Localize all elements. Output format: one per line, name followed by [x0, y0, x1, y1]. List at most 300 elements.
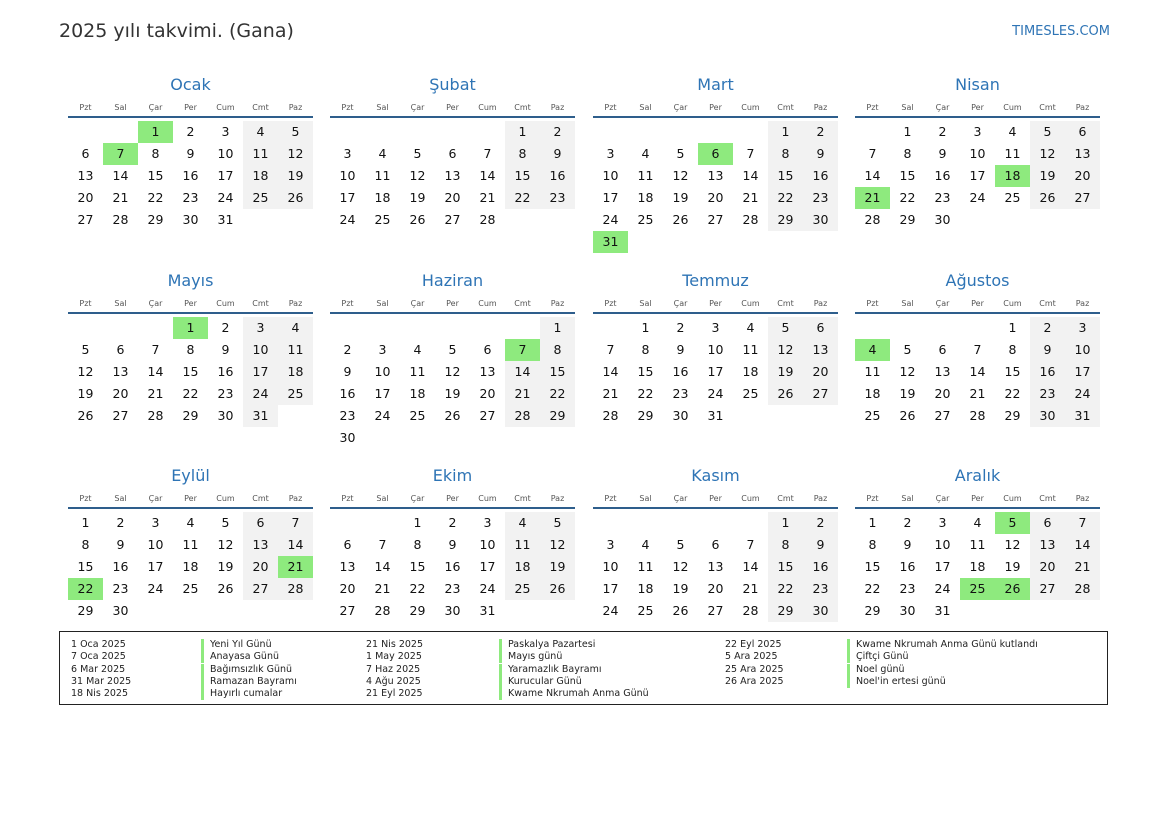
site-link[interactable]: TIMESLES.COM [1012, 24, 1110, 39]
day-cell: 7 [606, 342, 615, 357]
empty-day-cell [400, 121, 435, 143]
month-name: Temmuz [682, 271, 749, 290]
empty-day-cell [855, 121, 890, 143]
day-cell: 1 [641, 320, 650, 335]
day-cell: 16 [934, 168, 951, 183]
day-cell: 30 [672, 408, 689, 423]
day-cell: 10 [602, 168, 619, 183]
day-cell: 22 [409, 581, 426, 596]
day-cell: 25 [278, 383, 313, 405]
day-cell: 20 [803, 361, 838, 383]
day-cell: 7 [278, 512, 313, 534]
weekday-label: Sal [114, 103, 127, 112]
day-cell: 5 [278, 121, 313, 143]
day-cell: 26 [1030, 187, 1065, 209]
empty-day-cell [628, 231, 663, 253]
day-cell: 21 [1065, 556, 1100, 578]
weekday-label: Çar [410, 494, 425, 503]
legend-holiday-name: Yaramazlık Bayramı [499, 664, 602, 676]
weekday-label: Paz [813, 299, 828, 308]
month-name: Ekim [432, 466, 473, 485]
day-cell: 30 [899, 603, 916, 618]
day-cell: 4 [505, 512, 540, 534]
day-cell: 21 [374, 581, 391, 596]
empty-day-cell [733, 121, 768, 143]
day-cell: 10 [339, 168, 356, 183]
holiday-day-cell: 4 [855, 339, 890, 361]
legend-date: 1 Oca 2025 [71, 639, 126, 650]
weekday-label: Çar [410, 103, 425, 112]
day-cell: 26 [409, 212, 426, 227]
day-cell: 6 [938, 342, 947, 357]
day-grid [330, 121, 575, 231]
day-cell: 2 [343, 342, 352, 357]
weekday-label: Pzt [604, 299, 617, 308]
day-cell: 5 [676, 146, 685, 161]
day-cell: 19 [899, 386, 916, 401]
day-cell: 3 [973, 124, 982, 139]
day-cell: 31 [707, 408, 724, 423]
day-cell: 17 [969, 168, 986, 183]
day-cell: 15 [864, 559, 881, 574]
day-cell: 24 [374, 408, 391, 423]
day-cell: 19 [278, 165, 313, 187]
weekday-label: Çar [148, 103, 163, 112]
day-cell: 17 [707, 364, 724, 379]
weekday-label: Per [709, 299, 722, 308]
day-cell: 10 [1065, 339, 1100, 361]
legend-holiday-name: Ramazan Bayramı [201, 676, 297, 688]
day-cell: 17 [479, 559, 496, 574]
day-grid [593, 317, 838, 427]
weekday-label: Per [709, 494, 722, 503]
day-cell: 2 [676, 320, 685, 335]
day-cell: 25 [637, 212, 654, 227]
empty-day-cell [768, 405, 803, 427]
weekday-label: Sal [114, 494, 127, 503]
holiday-day-cell: 21 [278, 556, 313, 578]
weekday-label: Cum [741, 494, 760, 503]
day-cell: 25 [1004, 190, 1021, 205]
legend-holiday-name: Hayırlı cumalar [201, 688, 282, 700]
weekday-label: Cmt [514, 299, 531, 308]
month-name: Mayıs [167, 271, 214, 290]
day-cell: 12 [768, 339, 803, 361]
day-cell: 8 [540, 339, 575, 361]
day-cell: 8 [81, 537, 90, 552]
empty-day-cell [960, 317, 995, 339]
weekday-label: Pzt [341, 494, 354, 503]
day-cell: 29 [409, 603, 426, 618]
empty-day-cell [1065, 600, 1100, 622]
day-cell: 27 [339, 603, 356, 618]
day-cell: 20 [707, 581, 724, 596]
day-cell: 30 [217, 408, 234, 423]
day-cell: 10 [479, 537, 496, 552]
weekday-label: Çar [148, 494, 163, 503]
weekday-label: Paz [288, 103, 303, 112]
day-cell: 19 [540, 556, 575, 578]
day-cell: 28 [505, 405, 540, 427]
empty-day-cell [698, 231, 733, 253]
holiday-legend [59, 631, 1108, 705]
empty-day-cell [733, 231, 768, 253]
day-cell: 11 [742, 342, 759, 357]
day-cell: 20 [77, 190, 94, 205]
weekday-header [68, 491, 313, 509]
weekday-label: Per [446, 494, 459, 503]
day-cell: 15 [637, 364, 654, 379]
weekday-label: Paz [1075, 494, 1090, 503]
day-cell: 4 [973, 515, 982, 530]
day-cell: 8 [186, 342, 195, 357]
day-cell: 4 [413, 342, 422, 357]
day-cell: 14 [374, 559, 391, 574]
day-cell: 18 [182, 559, 199, 574]
holiday-day-cell: 6 [698, 143, 733, 165]
day-cell: 3 [606, 537, 615, 552]
empty-day-cell [278, 209, 313, 231]
day-cell: 21 [147, 386, 164, 401]
weekday-label: Çar [673, 299, 688, 308]
day-cell: 29 [77, 603, 94, 618]
day-cell: 25 [864, 408, 881, 423]
day-cell: 27 [77, 212, 94, 227]
day-cell: 24 [339, 212, 356, 227]
day-cell: 22 [182, 386, 199, 401]
weekday-label: Sal [376, 299, 389, 308]
day-cell: 6 [803, 317, 838, 339]
day-cell: 5 [221, 515, 230, 530]
empty-day-cell [103, 121, 138, 143]
legend-holiday-name: Çiftçi Günü [847, 651, 908, 663]
legend-date: 4 Ağu 2025 [366, 675, 421, 687]
day-cell: 14 [479, 168, 496, 183]
empty-day-cell [138, 317, 173, 339]
day-cell: 29 [147, 212, 164, 227]
day-cell: 29 [1004, 408, 1021, 423]
page-title: 2025 yılı takvimi. (Gana) [59, 20, 294, 42]
day-cell: 26 [77, 408, 94, 423]
weekday-label: Cmt [252, 494, 269, 503]
empty-day-cell [890, 317, 925, 339]
day-cell: 1 [413, 515, 422, 530]
weekday-header [593, 100, 838, 118]
day-cell: 26 [217, 581, 234, 596]
month-name: Şubat [429, 75, 476, 94]
weekday-label: Çar [935, 494, 950, 503]
day-cell: 16 [803, 165, 838, 187]
day-cell: 26 [672, 603, 689, 618]
empty-day-cell [768, 231, 803, 253]
weekday-label: Pzt [866, 299, 879, 308]
day-cell: 20 [934, 386, 951, 401]
day-cell: 7 [483, 146, 492, 161]
weekday-header [855, 296, 1100, 314]
day-cell: 13 [803, 339, 838, 361]
weekday-label: Cum [1003, 299, 1022, 308]
day-cell: 4 [278, 317, 313, 339]
weekday-label: Cum [1003, 103, 1022, 112]
day-cell: 29 [540, 405, 575, 427]
day-cell: 12 [1030, 143, 1065, 165]
day-cell: 20 [479, 386, 496, 401]
holiday-day-cell: 26 [995, 578, 1030, 600]
weekday-label: Cum [741, 299, 760, 308]
empty-day-cell [803, 231, 838, 253]
empty-day-cell [540, 427, 575, 449]
day-cell: 18 [969, 559, 986, 574]
day-cell: 8 [768, 534, 803, 556]
weekday-label: Cmt [252, 103, 269, 112]
day-cell: 8 [768, 143, 803, 165]
day-cell: 5 [81, 342, 90, 357]
weekday-label: Paz [288, 494, 303, 503]
day-cell: 5 [448, 342, 457, 357]
day-cell: 23 [1030, 383, 1065, 405]
day-cell: 24 [969, 190, 986, 205]
day-cell: 14 [147, 364, 164, 379]
day-cell: 31 [217, 212, 234, 227]
day-cell: 6 [1030, 512, 1065, 534]
legend-holiday-name: Kwame Nkrumah Anma Günü kutlandı [847, 639, 1038, 651]
day-cell: 2 [1030, 317, 1065, 339]
weekday-label: Pzt [866, 103, 879, 112]
month-7 [593, 266, 838, 427]
empty-day-cell [733, 512, 768, 534]
day-cell: 29 [182, 408, 199, 423]
day-cell: 11 [637, 559, 654, 574]
day-cell: 27 [479, 408, 496, 423]
day-cell: 30 [339, 430, 356, 445]
day-cell: 7 [973, 342, 982, 357]
day-cell: 14 [112, 168, 129, 183]
day-cell: 4 [641, 537, 650, 552]
day-cell: 15 [505, 165, 540, 187]
holiday-day-cell: 21 [855, 187, 890, 209]
day-cell: 19 [1030, 165, 1065, 187]
day-cell: 2 [903, 515, 912, 530]
day-cell: 2 [448, 515, 457, 530]
legend-date: 31 Mar 2025 [71, 675, 132, 687]
day-grid [68, 121, 313, 231]
day-cell: 18 [864, 386, 881, 401]
day-cell: 30 [444, 603, 461, 618]
day-cell: 15 [540, 361, 575, 383]
day-cell: 24 [602, 212, 619, 227]
day-cell: 19 [672, 581, 689, 596]
empty-day-cell [1065, 209, 1100, 231]
day-cell: 16 [1030, 361, 1065, 383]
month-5 [68, 266, 313, 427]
day-cell: 7 [378, 537, 387, 552]
weekday-header [330, 100, 575, 118]
day-cell: 25 [409, 408, 426, 423]
day-cell: 12 [540, 534, 575, 556]
day-cell: 18 [278, 361, 313, 383]
month-8 [855, 266, 1100, 427]
day-cell: 4 [641, 146, 650, 161]
weekday-label: Cum [478, 103, 497, 112]
month-name: Aralık [954, 466, 1001, 485]
day-cell: 18 [374, 190, 391, 205]
day-cell: 13 [479, 364, 496, 379]
day-cell: 27 [934, 408, 951, 423]
day-cell: 21 [742, 581, 759, 596]
legend-holiday-name: Kurucular Günü [499, 676, 582, 688]
weekday-label: Sal [901, 494, 914, 503]
day-cell: 3 [151, 515, 160, 530]
day-cell: 11 [969, 537, 986, 552]
day-cell: 12 [409, 168, 426, 183]
day-cell: 13 [339, 559, 356, 574]
day-cell: 21 [505, 383, 540, 405]
empty-day-cell [803, 405, 838, 427]
day-cell: 23 [182, 190, 199, 205]
month-name: Haziran [421, 271, 484, 290]
day-cell: 21 [742, 190, 759, 205]
day-cell: 30 [182, 212, 199, 227]
empty-day-cell [995, 209, 1030, 231]
weekday-label: Per [971, 103, 984, 112]
month-9 [68, 461, 313, 622]
day-cell: 7 [746, 146, 755, 161]
weekday-label: Per [971, 494, 984, 503]
day-cell: 5 [1030, 121, 1065, 143]
weekday-label: Paz [550, 299, 565, 308]
day-cell: 28 [742, 603, 759, 618]
month-name: Ağustos [945, 271, 1010, 290]
empty-day-cell [400, 427, 435, 449]
day-cell: 13 [707, 559, 724, 574]
empty-day-cell [278, 600, 313, 622]
day-cell: 9 [803, 143, 838, 165]
empty-day-cell [663, 512, 698, 534]
day-grid [68, 512, 313, 622]
weekday-label: Sal [376, 103, 389, 112]
weekday-header [68, 296, 313, 314]
day-cell: 23 [444, 581, 461, 596]
legend-holiday-name: Noel'in ertesi günü [847, 676, 946, 688]
day-cell: 22 [147, 190, 164, 205]
legend-holiday-name: Yeni Yıl Günü [201, 639, 272, 651]
day-cell: 15 [1004, 364, 1021, 379]
day-cell: 29 [864, 603, 881, 618]
day-cell: 2 [221, 320, 230, 335]
day-grid [593, 512, 838, 622]
month-12 [855, 461, 1100, 622]
day-cell: 10 [374, 364, 391, 379]
day-cell: 26 [672, 212, 689, 227]
day-cell: 13 [1030, 534, 1065, 556]
empty-day-cell [628, 512, 663, 534]
day-cell: 9 [221, 342, 230, 357]
day-cell: 12 [672, 559, 689, 574]
weekday-label: Per [446, 103, 459, 112]
weekday-label: Çar [673, 103, 688, 112]
day-cell: 8 [903, 146, 912, 161]
day-cell: 2 [540, 121, 575, 143]
empty-day-cell [925, 317, 960, 339]
day-cell: 4 [746, 320, 755, 335]
empty-day-cell [138, 600, 173, 622]
day-cell: 1 [81, 515, 90, 530]
day-cell: 22 [637, 386, 654, 401]
weekday-header [855, 100, 1100, 118]
weekday-label: Çar [935, 103, 950, 112]
empty-day-cell [593, 121, 628, 143]
day-cell: 10 [243, 339, 278, 361]
holiday-day-cell: 18 [995, 165, 1030, 187]
weekday-label: Sal [114, 299, 127, 308]
month-10 [330, 461, 575, 622]
empty-day-cell [435, 427, 470, 449]
day-cell: 10 [602, 559, 619, 574]
day-cell: 15 [182, 364, 199, 379]
day-cell: 22 [540, 383, 575, 405]
day-cell: 20 [112, 386, 129, 401]
legend-date: 21 Nis 2025 [366, 639, 423, 650]
day-cell: 18 [409, 386, 426, 401]
legend-date: 5 Ara 2025 [725, 651, 778, 663]
day-cell: 31 [479, 603, 496, 618]
empty-day-cell [330, 121, 365, 143]
day-cell: 6 [448, 146, 457, 161]
day-cell: 18 [637, 581, 654, 596]
day-cell: 6 [711, 537, 720, 552]
day-cell: 28 [112, 212, 129, 227]
empty-day-cell [1030, 600, 1065, 622]
weekday-label: Per [971, 299, 984, 308]
day-grid [855, 512, 1100, 622]
weekday-label: Paz [813, 103, 828, 112]
day-cell: 15 [409, 559, 426, 574]
day-cell: 23 [803, 187, 838, 209]
day-cell: 23 [803, 578, 838, 600]
day-cell: 11 [278, 339, 313, 361]
day-cell: 15 [768, 556, 803, 578]
weekday-label: Cmt [252, 299, 269, 308]
day-cell: 1 [903, 124, 912, 139]
day-cell: 24 [707, 386, 724, 401]
weekday-label: Pzt [866, 494, 879, 503]
day-cell: 10 [147, 537, 164, 552]
weekday-label: Çar [148, 299, 163, 308]
empty-day-cell [540, 209, 575, 231]
day-cell: 14 [505, 361, 540, 383]
day-cell: 18 [742, 364, 759, 379]
day-cell: 28 [969, 408, 986, 423]
day-cell: 6 [243, 512, 278, 534]
day-cell: 3 [606, 146, 615, 161]
day-grid [330, 317, 575, 449]
empty-day-cell [663, 121, 698, 143]
day-cell: 19 [409, 190, 426, 205]
empty-day-cell [470, 427, 505, 449]
day-cell: 1 [768, 512, 803, 534]
day-cell: 19 [672, 190, 689, 205]
day-cell: 11 [243, 143, 278, 165]
day-cell: 25 [637, 603, 654, 618]
month-3 [593, 70, 838, 253]
day-cell: 12 [444, 364, 461, 379]
holiday-day-cell: 25 [960, 578, 995, 600]
empty-day-cell [855, 317, 890, 339]
empty-day-cell [435, 121, 470, 143]
day-cell: 29 [768, 209, 803, 231]
day-cell: 11 [374, 168, 391, 183]
month-4 [855, 70, 1100, 231]
